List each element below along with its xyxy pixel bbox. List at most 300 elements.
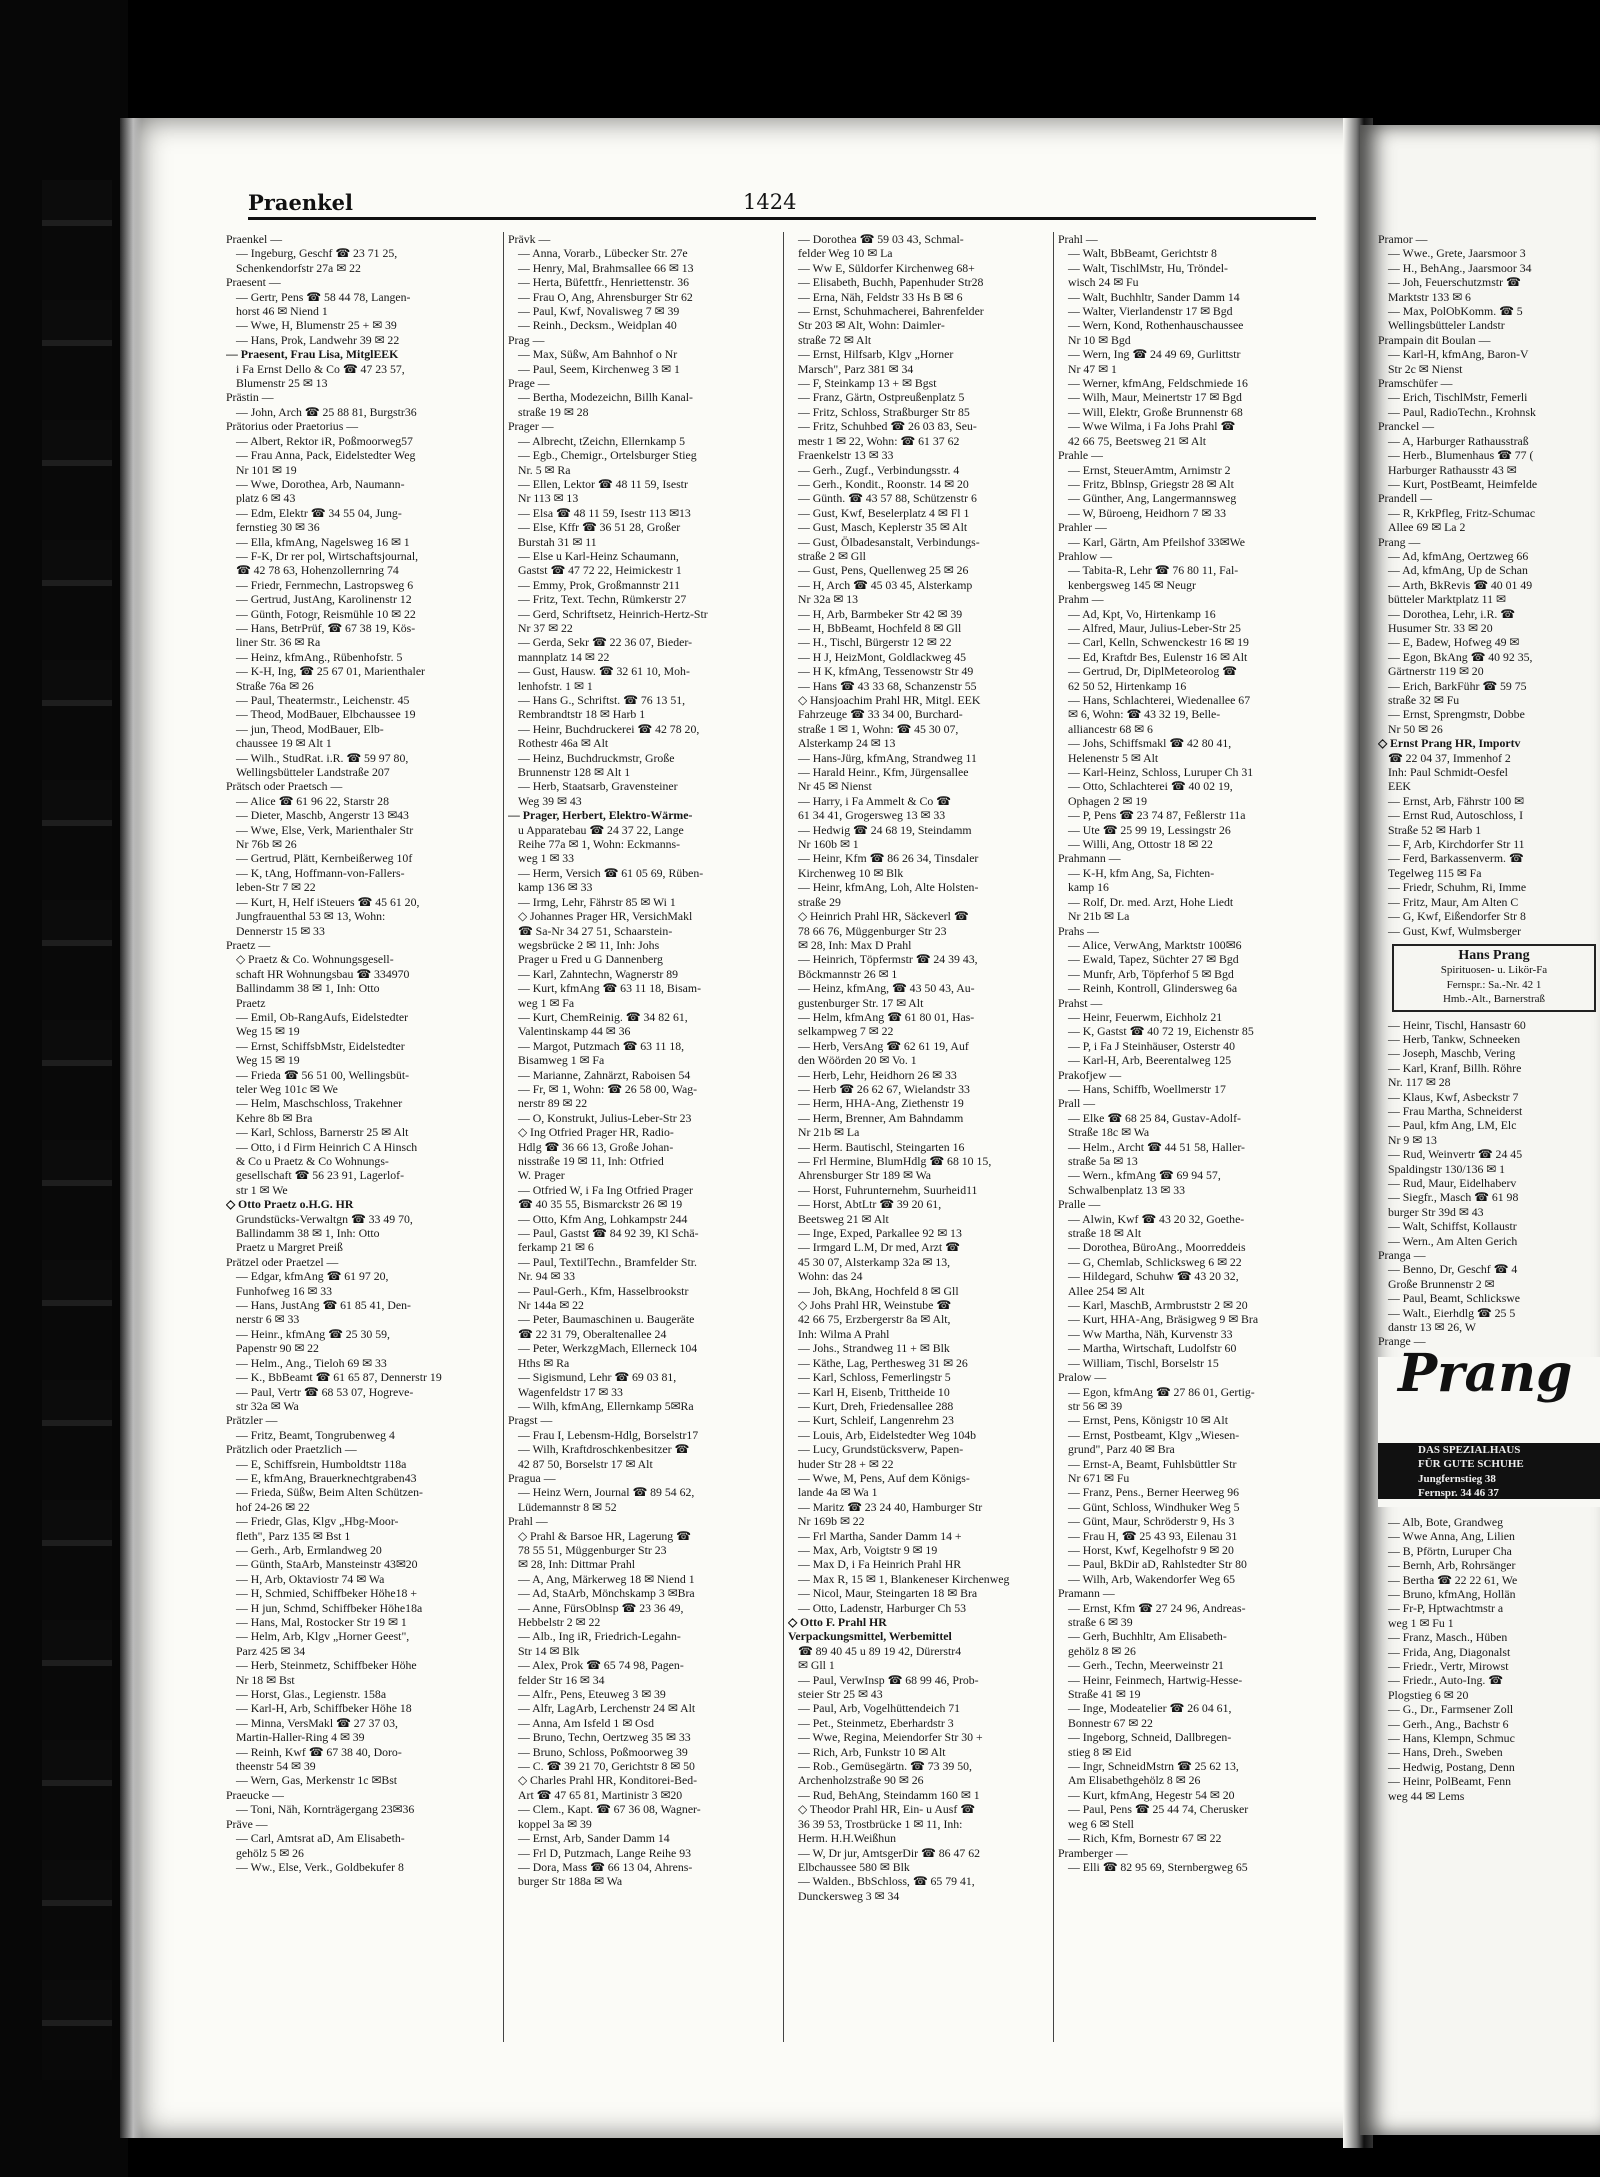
directory-entry: — Günth. ☎ 43 57 88, Schützenstr 6 [798,491,977,506]
directory-entry: — Friedr, Glas, Klgv „Hbg-Moor- [236,1514,399,1529]
directory-entry: — Toni, Näh, Kornträgergang 23✉36 [236,1802,415,1817]
directory-entry: Harburger Rathausstr 43 ✉ [1388,462,1517,477]
directory-entry: — Dora, Mass ☎ 66 13 04, Ahrens- [518,1859,693,1874]
directory-entry: — Max, Süßw, Am Bahnhof o Nr [518,347,678,362]
directory-entry: — Ww Martha, Näh, Kurvenstr 33 [1068,1326,1233,1341]
directory-entry: — Hedwig, Postang, Denn [1388,1759,1515,1774]
directory-entry: koppel 3a ✉ 39 [518,1816,592,1831]
directory-entry: Funhofweg 16 ✉ 33 [236,1283,333,1298]
directory-entry: — Inge, Exped, Parkallee 92 ✉ 13 [798,1226,962,1241]
directory-entry: — H., BehAng., Jaarsmoor 34 [1388,260,1532,275]
directory-entry: — Kurt, H, Helf iSteuers ☎ 45 61 20, [236,894,420,909]
directory-entry: — Alb., Ing iR, Friedrich-Legahn- [518,1629,681,1644]
directory-entry: Nr 10 ✉ Bgd [1068,332,1131,347]
header-rule [248,217,1316,220]
directory-entry: — Rud, Maur, Eidelhaberv [1388,1176,1517,1190]
directory-entry: — Ernst, Kfm ☎ 27 24 96, Andreas- [1068,1600,1246,1615]
directory-entry: nisstraße 19 ✉ 11, Inh: Otfried [518,1154,664,1168]
directory-entry: — Hans, Mal, Rostocker Str 19 ✉ 1 [236,1615,407,1629]
directory-entry: — Ewald, Tapez, Süchter 27 ✉ Bgd [1068,952,1239,967]
directory-entry: — E, Badew, Hofweg 49 ✉ [1388,635,1520,650]
directory-entry: Verpackungsmittel, Werbemittel [788,1629,952,1644]
directory-entry: u Apparatebau ☎ 24 37 22, Lange [518,822,684,837]
directory-entry: — Herta, Büfettfr., Henriettenstr. 36 [518,275,690,290]
directory-entry: Nr 671 ✉ Fu [1068,1470,1130,1485]
directory-entry: — Fritz, Schuhbed ☎ 26 03 83, Seu- [798,419,977,434]
directory-entry: Blumenstr 25 ✉ 13 [236,376,328,391]
directory-entry: — Erich, TischlMstr, Femerli [1388,390,1528,405]
directory-entry: Allee 254 ✉ Alt [1068,1283,1145,1298]
directory-entry: — Wwe Anna, Ang, Lilien [1388,1529,1515,1544]
directory-entry: Martin-Haller-Ring 4 ✉ 39 [236,1730,365,1745]
directory-entry: weg 1 ✉ Fa [518,995,575,1010]
directory-entry: weg 1 ✉ 33 [518,851,575,866]
directory-entry: Wellingsbütteler Landstr [1388,318,1505,333]
directory-entry: — Frl D, Putzmach, Lange Reihe 93 [518,1845,691,1860]
directory-entry: — Karl-H, Arb, Schiffbeker Höhe 18 [236,1701,412,1716]
directory-entry: ◇ Charles Prahl HR, Konditorei-Bed- [518,1773,698,1788]
directory-entry: 36 39 53, Trostbrücke 1 ✉ 11, Inh: [798,1816,963,1831]
directory-entry: Ballindamm 38 ✉ 1, Inh: Otto [236,981,380,996]
directory-entry: ✉ 28, Inh: Dittmar Prahl [518,1557,636,1572]
directory-entry: — Wwe, Regina, Meiendorfer Str 30 + [798,1730,983,1745]
directory-entry: — Frieda ☎ 56 51 00, Wellingsbüt- [236,1067,410,1082]
directory-entry: Prakofjew — [1058,1067,1122,1082]
directory-entry: — Anna, Am Isfeld 1 ✉ Osd [518,1715,655,1730]
directory-entry: Kirchenweg 10 ✉ Blk [798,865,904,880]
directory-entry: Große Brunnenstr 2 ✉ [1388,1276,1495,1291]
directory-entry: — Ernst-A, Beamt, Fuhlsbüttler Str [1068,1456,1237,1471]
directory-entry: — Günther, Ang, Langermannsweg [1068,491,1237,506]
directory-entry: — Lucy, Grundstücksverw, Papen- [798,1442,964,1457]
directory-entry: nerstr 89 ✉ 22 [518,1096,588,1111]
directory-entry: straße 32 ✉ Fu [1388,693,1460,707]
directory-entry: — Kurt, HHA-Ang, Bräsigweg 9 ✉ Bra [1068,1312,1259,1327]
directory-entry: — Max, PolObKomm. ☎ 5 [1388,304,1523,319]
directory-entry: — Hans, Schlachterei, Wiedenallee 67 [1068,693,1251,707]
directory-entry: Prahl — [508,1514,548,1529]
directory-entry: — H, Arb, Barmbeker Str 42 ✉ 39 [798,606,963,621]
directory-entry: — Hans G., Schriftst. ☎ 76 13 51, [518,693,686,707]
directory-entry: — Hans, BetrPrüf, ☎ 67 38 19, Kös- [236,620,416,635]
directory-entry: — Ute ☎ 25 99 19, Lessingstr 26 [1068,822,1231,837]
directory-entry: — Karl-H, kfmAng, Baron-V [1388,347,1529,362]
directory-entry: straße 5a ✉ 13 [1068,1154,1138,1168]
directory-entry: Burstah 31 ✉ 11 [518,534,597,549]
directory-entry: — R, KrkPfleg, Fritz-Schumac [1388,505,1536,520]
directory-entry: — Rob., Gemüsegärtn. ☎ 73 39 50, [798,1759,972,1774]
ad-line: DAS SPEZIALHAUS [1418,1443,1521,1456]
directory-entry: — Ww E, Süldorfer Kirchenweg 68+ [798,260,975,275]
directory-entry: — Rolf, Dr. med. Arzt, Hohe Liedt [1068,894,1234,909]
directory-entry: — Frieda, Süßw, Beim Alten Schützen- [236,1485,423,1500]
directory-entry: Weg 39 ✉ 43 [518,793,582,808]
ad-line: Jungfernstieg 38 [1418,1472,1496,1485]
directory-entry: — Wern, Gas, Merkenstr 1c ✉Bst [236,1773,398,1788]
directory-entry: — Alice ☎ 61 96 22, Starstr 28 [236,793,389,808]
directory-entry: — F, Steinkamp 13 + ✉ Bgst [798,376,937,391]
directory-entry: — Helm, kfmAng ☎ 61 80 01, Has- [798,1009,975,1024]
directory-column-4 [1058,232,1326,2062]
directory-entry: Prahlow — [1058,548,1113,563]
directory-entry: — Hans ☎ 43 33 68, Schanzenstr 55 [798,678,977,693]
directory-entry: — jun, Theod, ModBauer, Elb- [236,721,384,736]
directory-entry: — Ernst, SteuerAmtm, Arnimstr 2 [1068,462,1231,477]
directory-entry: Plogstieg 6 ✉ 20 [1388,1687,1469,1702]
directory-entry: — F, Arb, Kirchdorfer Str 11 [1388,837,1525,852]
directory-entry: — Ww., Else, Verk., Goldbekufer 8 [236,1859,404,1874]
directory-entry: — Wwe., Grete, Jaarsmoor 3 [1388,246,1526,261]
directory-entry: — Heinz, kfmAng, ☎ 43 50 43, Au- [798,981,975,996]
directory-entry: — B, Pförtn, Luruper Cha [1388,1543,1512,1558]
directory-entry: Ballindamm 38 ✉ 1, Inh: Otto [236,1226,380,1241]
directory-entry: ◇ Heinrich Prahl HR, Säckeverl ☎ [798,909,969,924]
directory-entry: — Werner, kfmAng, Feldschmiede 16 [1068,376,1248,391]
directory-entry: Nr 50 ✉ 26 [1388,721,1443,736]
directory-entry: den Wöörden 20 ✉ Vo. 1 [798,1053,917,1068]
directory-entry: — Herb, VersAng ☎ 62 61 19, Auf [798,1038,969,1053]
directory-entry: alliancestr 68 ✉ 6 [1068,721,1153,736]
directory-entry: — Bruno, kfmAng, Hollän [1388,1586,1516,1601]
directory-entry: — H, BbBeamt, Hochfeld 8 ✉ Gll [798,620,962,635]
directory-entry: straße 19 ✉ 28 [518,404,589,419]
directory-entry: Str 2c ✉ Nienst [1388,361,1463,376]
page-shadow [120,118,142,2138]
directory-entry: — Herm, Brenner, Am Bahndamm [798,1110,964,1125]
directory-entry: — H K, kfmAng, Tessenowstr Str 49 [798,664,974,679]
directory-entry: Präve — [226,1816,268,1831]
directory-entry: — Herb, Lehr, Heidhorn 26 ✉ 33 [798,1067,957,1082]
directory-entry: — Wilh, Kraftdroschkenbesitzer ☎ [518,1442,690,1457]
directory-entry: — Praesent, Frau Lisa, MitglEEK [226,347,399,362]
directory-entry: — Harald Heinr., Kfm, Jürgensallee [798,765,969,780]
directory-entry: — Paul, RadioTechn., Krohnsk [1388,404,1536,419]
directory-entry: — Ingr, SchneidMstrn ☎ 25 62 13, [1068,1759,1239,1774]
directory-entry: fernstieg 30 ✉ 36 [236,520,320,535]
directory-entry: ◇ Theodor Prahl HR, Ein- u Ausf ☎ [798,1802,975,1817]
directory-entry: Lüdemannstr 8 ✉ 52 [518,1499,617,1514]
directory-entry: Dennerstr 15 ✉ 33 [236,923,325,938]
directory-entry: — Benno, Dr, Geschf ☎ 4 [1388,1262,1518,1277]
directory-entry: — Harry, i Fa Ammelt & Co ☎ [798,793,951,808]
directory-entry: — Ad, kfmAng, Up de Schan [1388,563,1528,578]
directory-entry: — Kurt, Schleif, Langenrehm 23 [798,1413,954,1428]
directory-entry: — Wern., kfmAng ☎ 69 94 57, [1068,1168,1221,1183]
directory-entry: Nr 21b ✉ La [798,1125,860,1140]
directory-entry: — Margot, Putzmach ☎ 63 11 18, [518,1038,685,1053]
directory-entry: Inh: Wilma A Prahl [798,1326,890,1341]
directory-entry: Str 14 ✉ Blk [518,1643,580,1658]
directory-entry: — Heinz Wern, Journal ☎ 89 54 62, [518,1485,695,1500]
directory-entry: — Fr-P, Hptwachtmstr a [1388,1601,1504,1616]
directory-entry: — Karl, Kranf, Billh. Röhre [1388,1060,1522,1075]
directory-entry: Prätzler — [226,1413,278,1428]
directory-entry: Nr 47 ✉ 1 [1068,361,1117,376]
directory-entry: — Clem., Kapt. ☎ 67 36 08, Wagner- [518,1802,701,1817]
directory-entry: Nr 37 ✉ 22 [518,620,573,635]
directory-entry: — Günt, Schloss, Windhuker Weg 5 [1068,1499,1240,1514]
facing-page-column [1378,232,1600,2062]
directory-entry: — Munfr, Arb, Töpferhof 5 ✉ Bgd [1068,966,1234,981]
directory-entry: — Heinz, Buchdruckmstr, Große [518,750,675,765]
directory-entry: str 32a ✉ Wa [236,1398,299,1413]
directory-entry: — Ed, Kraftdr Bes, Eulenstr 16 ✉ Alt [1068,649,1248,664]
directory-entry: — John, Arch ☎ 25 88 81, Burgstr36 [236,404,417,419]
directory-entry: — Friedr, Fernmechn, Lastropsweg 6 [236,577,414,592]
directory-entry: ◇ Prahl & Barsoe HR, Lagerung ☎ [518,1528,691,1543]
directory-entry: Nr 113 ✉ 13 [518,491,579,506]
directory-entry: — Prager, Herbert, Elektro-Wärme- [508,808,693,823]
ad-line: Fernspr.: Sa.-Nr. 42 1 [1446,978,1542,991]
directory-entry: — Horst, Fuhrunternehm, Suurheid11 [798,1182,978,1197]
directory-entry: — Johs., Strandweg 11 + ✉ Blk [798,1341,950,1356]
directory-entry: — Herb ☎ 26 62 67, Wielandstr 33 [798,1081,970,1096]
directory-entry: — Herm. Bautischl, Steingarten 16 [798,1139,965,1154]
directory-entry: — Heinz, kfmAng., Rübenhofstr. 5 [236,649,403,664]
directory-entry: — Tabita-R, Lehr ☎ 76 80 11, Fal- [1068,563,1239,578]
directory-entry: — Kurt, kfmAng, Hegestr 54 ✉ 20 [1068,1787,1235,1802]
directory-entry: & Co u Praetz & Co Wohnungs- [236,1154,389,1168]
directory-entry: — H J, HeizMont, Goldlackweg 45 [798,649,967,664]
directory-entry: Parz 425 ✉ 34 [236,1643,306,1658]
directory-entry: Nr. 94 ✉ 33 [518,1269,576,1284]
directory-entry: Prätzlich oder Praetzlich — [226,1442,357,1457]
directory-entry: Prahs — [1058,923,1099,938]
directory-entry: — Rich, Arb, Funkstr 10 ✉ Alt [798,1744,946,1759]
directory-entry: Pramann — [1058,1586,1115,1601]
directory-entry: — C. ☎ 39 21 70, Gerichtstr 8 ✉ 50 [518,1759,695,1774]
directory-entry: straße 1 ✉ 1, Wohn: ☎ 45 30 07, [798,721,959,736]
directory-entry: mannplatz 14 ✉ 22 [518,649,610,664]
directory-entry: — Herb., Blumenhaus ☎ 77 ( [1388,448,1534,463]
directory-entry: — Albrecht, tZeichn, Ellernkamp 5 [518,433,686,448]
directory-entry: Hdlg ☎ 36 66 13, Große Johan- [518,1139,674,1154]
directory-entry: Pramor — [1378,232,1428,246]
directory-entry: Straße 52 ✉ Harb 1 [1388,822,1482,837]
prang-shoe-advertisement [1378,1342,1600,1507]
directory-entry: — Otto, Schlachterei ☎ 40 02 19, [1068,779,1233,794]
directory-entry: gehölz 5 ✉ 26 [236,1845,304,1860]
directory-entry: Praetz — [226,937,271,952]
directory-entry: Prahle — [1058,448,1103,463]
directory-entry: — E, Schiffsrein, Humboldtstr 118a [236,1456,407,1471]
directory-entry: — Paul, Arb, Vogelhüttendeich 71 [798,1701,961,1716]
directory-entry: Prästin — [226,390,274,405]
directory-entry: — Max D, i Fa Heinrich Prahl HR [798,1557,962,1572]
directory-entry: Str 203 ✉ Alt, Wohn: Daimler- [798,318,945,333]
directory-entry: ☎ 22 31 79, Oberaltenallee 24 [518,1326,667,1341]
directory-entry: — Fritz, Maur, Am Alten C [1388,894,1519,909]
directory-entry: — Horst, Glas., Legienstr. 158a [236,1687,387,1702]
directory-entry: ◇ Otto F. Prahl HR [788,1615,887,1629]
directory-entry: EEK [1388,779,1411,794]
directory-entry: — Wwe, Else, Verk, Marienthaler Str [236,822,414,837]
directory-entry: — Helm, Arb, Klgv „Horner Geest", [236,1629,410,1644]
directory-entry: — Theod, ModBauer, Elbchaussee 19 [236,707,416,722]
directory-entry: ☎ 42 78 63, Hohenzollernring 74 [236,563,399,578]
directory-entry: nerstr 6 ✉ 33 [236,1312,300,1327]
directory-entry: Praesent — [226,275,281,290]
directory-entry: — Wern, Kond, Rothenhauschaussee [1068,318,1244,333]
ad-logo-text: Prang [1398,1342,1573,1404]
directory-entry: Prag — [508,332,545,347]
directory-entry: Jungfrauenthal 53 ✉ 13, Wohn: [236,909,386,924]
directory-entry: — Alfr., Pens, Eteuweg 3 ✉ 39 [518,1687,666,1702]
directory-entry: — Herb, Steinmetz, Schiffbeker Höhe [236,1658,417,1673]
directory-entry: — Alb, Bote, Grandweg [1388,1514,1504,1529]
directory-entry: ◇ Ernst Prang HR, Importv [1378,736,1521,751]
directory-entry: — Wwe, H, Blumenstr 25 + ✉ 39 [236,318,397,333]
directory-entry: — Herm, HHA-Ang, Ziethenstr 19 [798,1096,964,1111]
directory-entry: Marsch", Parz 381 ✉ 34 [798,361,914,376]
directory-entry: platz 6 ✉ 43 [236,491,296,506]
directory-entry: straße 18 ✉ Alt [1068,1226,1142,1241]
directory-entry: — Rud, BehAng, Steindamm 160 ✉ 1 [798,1787,980,1802]
directory-entry: Fahrzeuge ☎ 33 34 00, Burchard- [798,707,963,722]
directory-entry: — Anne, FürsOblnsp ☎ 23 36 49, [518,1600,684,1615]
directory-entry: lande 4a ✉ Wa 1 [798,1485,878,1500]
directory-entry: — Gertrud, Plätt, Kernbeißerweg 10f [236,851,413,866]
directory-entry: Brunnenstr 128 ✉ Alt 1 [518,765,631,780]
directory-entry: — Wern., Am Alten Gerich [1388,1233,1518,1248]
directory-entry: — Walden., BbSchloss, ☎ 65 79 41, [798,1874,975,1889]
directory-entry: Alsterkamp 24 ✉ 13 [798,736,896,751]
directory-entry: — Fritz, Bblnsp, Griegstr 28 ✉ Alt [1068,476,1234,491]
ad-line: Spirituosen- u. Likör-Fa [1440,964,1548,977]
directory-entry: — Edgar, kfmAng ☎ 61 97 20, [236,1269,389,1284]
directory-entry: — Hans, Prok, Landwehr 39 ✉ 22 [236,332,400,347]
directory-entry: — Walt., Eierhdlg ☎ 25 5 [1388,1305,1516,1320]
directory-entry: hof 24-26 ✉ 22 [236,1499,310,1514]
ad-line: FÜR GUTE SCHUHE [1418,1458,1524,1471]
directory-entry: — Paul-Gerh., Kfm, Hasselbrookstr [518,1283,689,1298]
directory-entry: gustenburger Str. 17 ✉ Alt [798,995,924,1010]
directory-entry: — Ernst, Hilfsarb, Klgv „Horner [798,347,954,362]
directory-entry: 78 55 51, Müggenburger Str 23 [518,1542,667,1557]
directory-entry: — Erich, BarkFühr ☎ 59 75 [1388,678,1527,693]
directory-entry: — Gertrud, Dr, DiplMeteorolog ☎ [1068,664,1237,679]
directory-entry: Nr 9 ✉ 13 [1388,1132,1437,1147]
directory-entry: str 56 ✉ 39 [1068,1398,1123,1413]
directory-entry: — Gust, Pens, Quellenweg 25 ✉ 26 [798,563,969,578]
directory-entry: — Reinh., Decksm., Weidplan 40 [518,318,677,333]
directory-entry: — Joh, Feuerschutzmstr ☎ [1388,275,1521,290]
directory-entry: — Dorothea ☎ 59 03 43, Schmal- [798,232,964,246]
directory-entry: — Alfr, LagArb, Lerchenstr 24 ✉ Alt [518,1701,696,1716]
directory-entry: ◇ Hansjoachim Prahl HR, Mitgl. EEK [798,693,981,707]
directory-entry: — Kurt, ChemReinig. ☎ 34 82 61, [518,1009,688,1024]
directory-entry: — Walt, Buchhltr, Sander Damm 14 [1068,289,1240,304]
directory-entry: liner Str. 36 ✉ Ra [236,635,321,650]
directory-entry: Ahrensburger Str 189 ✉ Wa [798,1168,932,1183]
directory-entry: Straße 18c ✉ Wa [1068,1125,1150,1140]
directory-entry: ☎ 89 40 45 u 89 19 42, Dürerstr4 [798,1643,962,1658]
directory-entry: — Elke ☎ 68 25 84, Gustav-Adolf- [1068,1110,1241,1125]
directory-entry: ✉ 6, Wohn: ☎ 43 32 19, Belle- [1068,707,1221,722]
directory-entry: — Frida, Ang, Diagonalst [1388,1644,1511,1659]
directory-entry: — Horst, AbtLtr ☎ 39 20 61, [798,1197,942,1212]
book-spine [42,180,112,2080]
directory-entry: ◇ Ing Otfried Prager HR, Radio- [518,1125,674,1140]
directory-entry: chaussee 19 ✉ Alt 1 [236,736,332,751]
directory-entry: — Martha, Wirtschaft, Ludolfstr 60 [1068,1341,1237,1356]
directory-entry: — Ellen, Lektor ☎ 48 11 59, Isestr [518,476,688,491]
directory-entry: Schenkendorfstr 27a ✉ 22 [236,260,361,275]
directory-entry: — Fritz, Beamt, Tongrubenweg 4 [236,1427,395,1442]
directory-entry: Praenkel — [226,232,283,246]
directory-entry: — O, Konstrukt, Julius-Leber-Str 23 [518,1110,692,1125]
directory-entry: — Heinr, Buchdruckerei ☎ 42 78 20, [518,721,700,736]
directory-entry: — Max, Arb, Voigtstr 9 ✉ 19 [798,1542,938,1557]
directory-entry: Wohn: das 24 [798,1269,863,1284]
directory-entry: Prall — [1058,1096,1096,1111]
directory-entry: — Karl, Schloss, Femerlingstr 5 [798,1370,951,1385]
page-header [248,190,1316,214]
directory-entry: Archenholzstraße 90 ✉ 26 [798,1773,924,1788]
directory-entry: — Ernst, Sprengmstr, Dobbe [1388,707,1525,722]
directory-entry: 42 66 75, Erzbergerstr 8a ✉ Alt, [798,1312,951,1327]
directory-entry: — Marianne, Zahnärzt, Raboisen 54 [518,1067,691,1082]
directory-entry: — Gerh., Kondit., Roonstr. 14 ✉ 20 [798,476,969,491]
directory-entry: Prange — [1378,1334,1426,1349]
directory-entry: — Reinh, Kwf ☎ 67 38 40, Doro- [236,1744,402,1759]
directory-entry: Pralle — [1058,1197,1101,1212]
directory-entry: kamp 136 ✉ 33 [518,880,593,895]
directory-entry: Tegelweg 115 ✉ Fa [1388,865,1482,880]
directory-entry: 61 34 41, Grogersweg 13 ✉ 33 [798,808,946,823]
directory-entry: Beetsweg 21 ✉ Alt [798,1211,889,1226]
directory-entry: — Inge, Modeatelier ☎ 26 04 61, [1068,1701,1232,1716]
directory-entry: — Ernst, Postbeamt, Klgv „Wiesen- [1068,1427,1240,1442]
directory-entry: — Käthe, Lag, Perthesweg 31 ✉ 26 [798,1355,968,1370]
directory-entry: Nr 21b ✉ La [1068,909,1130,924]
directory-entry: stieg 8 ✉ Eid [1068,1744,1132,1759]
directory-entry: — Heinr, Kfm ☎ 86 26 34, Tinsdaler [798,851,979,866]
directory-entry: — Gertr, Pens ☎ 58 44 78, Langen- [236,289,411,304]
directory-entry: Wellingsbütteler Landstraße 207 [236,765,390,780]
directory-entry: — F-K, Dr rer pol, Wirtschaftsjournal, [236,548,419,563]
directory-entry: — Gerh., Techn, Meerweinstr 21 [1068,1658,1224,1673]
directory-entry: Nr 45 ✉ Nienst [798,779,872,794]
directory-entry: Pragst — [508,1413,553,1428]
directory-entry: — Günt, Maur, Schröderstr 9, Hs 3 [1068,1514,1235,1529]
directory-entry: felder Str 16 ✉ 34 [518,1672,605,1687]
directory-entry: — Paul, Beamt, Schlickswe [1388,1291,1521,1306]
directory-entry: — Heinr, Tischl, Hansastr 60 [1388,1017,1526,1032]
directory-entry: — Will, Elektr, Große Brunnenstr 68 [1068,404,1243,419]
ad-line: Fernspr. 34 46 37 [1418,1487,1499,1500]
directory-entry: — Paul, Theatermstr., Leichenstr. 45 [236,693,410,707]
directory-entry: Pramberger — [1058,1845,1128,1860]
directory-entry: — Hans, Dreh., Sweben [1388,1745,1503,1760]
directory-entry: — Gust, Kwf, Beselerplatz 4 ✉ Fl 1 [798,505,970,520]
directory-entry: — Dorothea, BüroAng., Moorreddeis [1068,1240,1246,1255]
directory-entry: — Alfred, Maur, Julius-Leber-Str 25 [1068,620,1241,635]
directory-entry: ◇ Johannes Prager HR, VersichMakl [518,909,693,924]
directory-entry: — P, i Fa J Steinhäuser, Osterstr 40 [1068,1038,1235,1053]
directory-entry: — Fr, ✉ 1, Wohn: ☎ 26 58 00, Wag- [518,1081,698,1096]
directory-entry: — G., Dr., Farmsener Zoll [1388,1702,1514,1717]
directory-entry: Hths ✉ Ra [518,1355,570,1370]
directory-entry: — Hans, Klempn, Schmuc [1388,1730,1515,1745]
directory-entry: — Paul, Gastst ☎ 84 92 39, Kl Schä- [518,1226,699,1241]
directory-entry: — Henry, Mal, Brahmsallee 66 ✉ 13 [518,260,694,275]
ad-line: Hmb.-Alt., Barnerstraß [1442,993,1546,1006]
directory-entry: — Hildegard, Schuhw ☎ 43 20 32, [1068,1269,1239,1284]
directory-entry: — Klaus, Kwf, Asbeckstr 7 [1388,1089,1519,1104]
directory-entry: leben-Str 7 ✉ 22 [236,880,316,895]
directory-entry: — A, Harburger Rathausstraß [1388,433,1529,448]
